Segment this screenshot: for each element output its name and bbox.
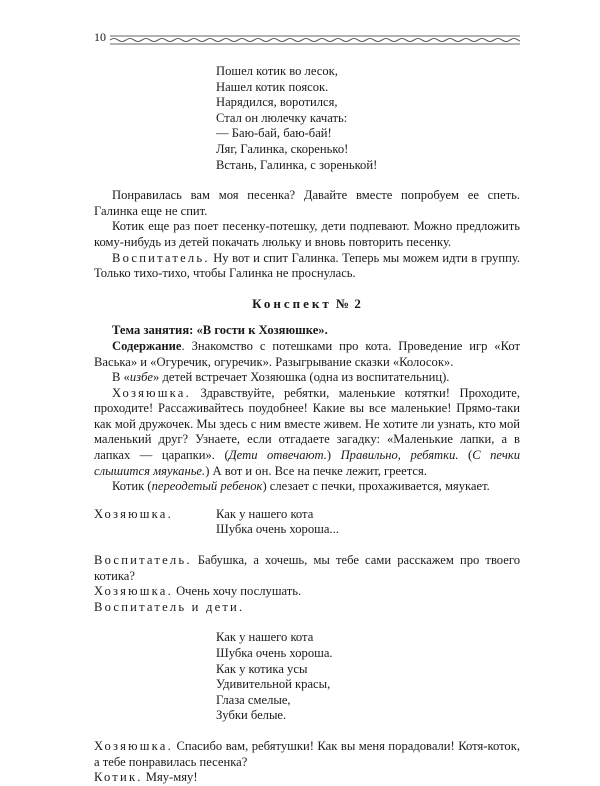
verse-line: Зубки белые. bbox=[216, 708, 287, 723]
speaker-name: Воспитатель. bbox=[94, 553, 192, 568]
verse-line: — Баю-бай, баю-бай! bbox=[216, 126, 332, 141]
paragraph bbox=[94, 553, 520, 584]
verse-line: Удивительной красы, bbox=[216, 677, 331, 692]
paragraph bbox=[94, 600, 520, 616]
stage-direction: Дети отвечают. bbox=[228, 448, 327, 463]
verse-line: Нарядился, воротился, bbox=[216, 95, 338, 110]
verse-line: Шубка очень хороша. bbox=[216, 646, 333, 660]
speaker-name: Хозяюшка. bbox=[94, 506, 173, 521]
lesson-theme bbox=[94, 323, 520, 339]
theme-label: Тема занятия: bbox=[112, 323, 194, 338]
speech-text: Спасибо вам, ребятушки! Как вы меня порадовали! Котя-коток, а тебе понравилась песенка? bbox=[94, 738, 520, 769]
page-number: 10 bbox=[94, 30, 106, 44]
italic-fragment: избе bbox=[129, 370, 153, 385]
paragraph bbox=[94, 770, 520, 786]
speech-text: ) bbox=[326, 448, 341, 463]
verse-line: Глаза смелые, bbox=[216, 692, 291, 707]
stage-direction: переодетый ребенок bbox=[151, 479, 263, 494]
content-text: . Знакомство с потешками про кота. Проведение игр «Кот Васька» и «Огуречик, огуречик». Разыгрывание сказки «Колосок». bbox=[94, 338, 520, 369]
speaker-name: Воспитатель и дети. bbox=[94, 599, 245, 614]
speech-text: Мяу-мяу! bbox=[142, 770, 198, 785]
speech-text: Бабушка, а хочешь, мы тебе сами расскажем про твоего котика? bbox=[94, 553, 520, 583]
verse-line: Ляг, Галинка, скоренько! bbox=[216, 141, 349, 156]
stage-direction: Правильно, ребятки. bbox=[340, 448, 459, 463]
speech-text: ( bbox=[458, 448, 473, 463]
text-fragment: В « bbox=[112, 370, 130, 385]
dialog-lines bbox=[216, 507, 520, 538]
page-content bbox=[94, 64, 520, 786]
verse-line: Как у нашего кота bbox=[216, 630, 314, 645]
speech-text: Здравствуйте, ребятки, маленькие котятки! Проходите, проходите! Рассаживайтесь поудобнее! Какие вы все маленькие! Прямо-таки как мой дружочек. Мы здесь с ним вместе живем. Не хотите ли узнать, кто мой маленький друг? Узнаете, если отгадаете загадку: «Маленькие лапки, а в лапках — царапки». ( bbox=[94, 385, 520, 463]
paragraph bbox=[94, 739, 520, 770]
verse-line: Нашел котик поясок. bbox=[216, 79, 329, 94]
heading-word: Конспект bbox=[252, 295, 332, 311]
paragraph bbox=[94, 251, 520, 282]
paragraph bbox=[94, 584, 520, 600]
verse-line: Стал он люлечку качать: bbox=[216, 110, 348, 125]
verse-line: Как у котика усы bbox=[216, 661, 308, 676]
dialog-block bbox=[94, 507, 520, 538]
section-heading bbox=[94, 296, 520, 312]
speaker-name: Хозяюшка. bbox=[112, 385, 191, 400]
stage-direction: С печки слышится мяуканье. bbox=[94, 448, 521, 478]
speaker-name: Воспитатель. bbox=[112, 250, 210, 265]
verse-line: Как у нашего кота bbox=[216, 506, 314, 521]
text-fragment: » детей встречает Хозяюшка (одна из воспитательниц). bbox=[153, 370, 450, 385]
lesson-content bbox=[94, 339, 520, 370]
speech-text: Ну вот и спит Галинка. Теперь мы можем идти в группу. Только тихо-тихо, чтобы Галинка не проснулась. bbox=[94, 250, 520, 281]
paragraph bbox=[94, 479, 520, 495]
paragraph: Котик еще раз поет песенку-потешку, дети подпевают. Можно предложить кому-нибудь из детей покачать люльку и вновь повторить песенку. bbox=[94, 219, 520, 249]
theme-value: «В гости к Хозяюшке». bbox=[196, 323, 328, 338]
paragraph: Понравилась вам моя песенка? Давайте вместе попробуем ее спеть. Галинка еще не спит. bbox=[94, 188, 520, 218]
speaker-name: Хозяюшка. bbox=[94, 738, 173, 753]
header-ornament bbox=[110, 34, 520, 46]
speaker-name: Котик. bbox=[94, 770, 143, 785]
text-fragment: Котик ( bbox=[112, 479, 152, 494]
heading-number: № 2 bbox=[336, 295, 362, 311]
verse-cat bbox=[216, 630, 520, 724]
text-fragment: ) слезает с печки, прохаживается, мяукает. bbox=[262, 479, 490, 494]
paragraph bbox=[94, 370, 520, 386]
speech-text: ) А вот и он. Все на печке лежит, греется. bbox=[205, 463, 427, 478]
verse-line: Шубка очень хороша... bbox=[216, 522, 339, 537]
verse-line: Встань, Галинка, с зоренькой! bbox=[216, 157, 378, 172]
speaker-name: Хозяюшка. bbox=[94, 584, 173, 599]
speech-text: Очень хочу послушать. bbox=[172, 584, 302, 599]
paragraph bbox=[94, 386, 520, 480]
verse-line: Пошел котик во лесок, bbox=[216, 64, 338, 78]
verse-lullaby bbox=[216, 64, 520, 173]
content-label: Содержание bbox=[112, 338, 182, 353]
